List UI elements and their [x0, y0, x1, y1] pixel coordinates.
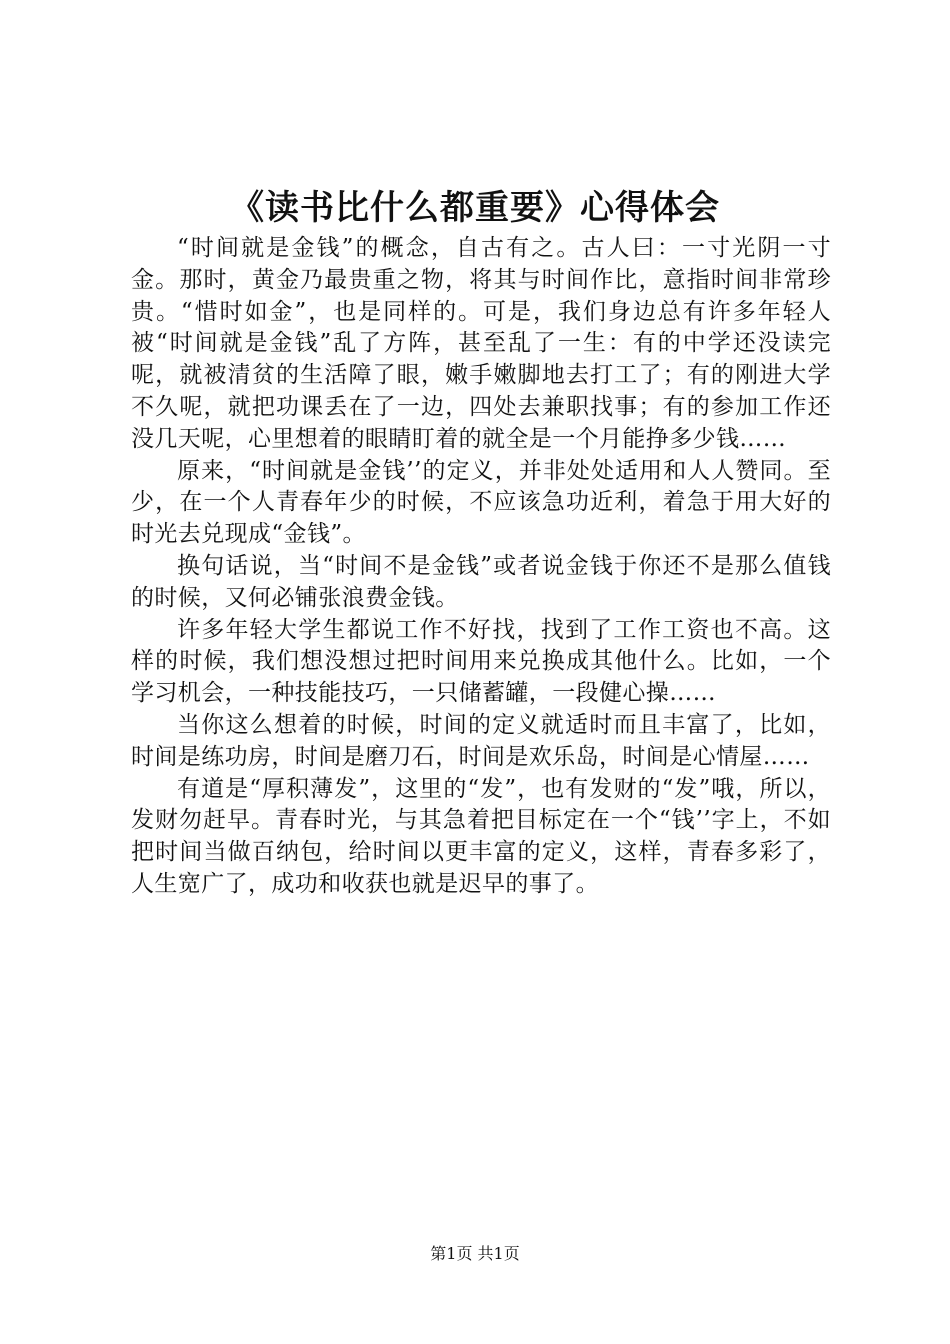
paragraph-1: “时间就是金钱”的概念，自古有之。古人曰：一寸光阴一寸金。那时，黄金乃最贵重之物，将其与时间作比，意指时间非常珍贵。“惜时如金”，也是同样的。可是，我们身边总有许多年轻人被“时间就是金钱”乱了方阵，甚至乱了一生：有的中学还没读完呢，就被清贫的生活障了眼，嫩手嫩脚地去打工了；有的刚进大学不久呢，就把功课丢在了一边，四处去兼职找事；有的参加工作还没几天呢，心里想着的眼睛盯着的就全是一个月能挣多少钱……: [131, 235, 831, 452]
paragraph-3: 换句话说，当“时间不是金钱”或者说金钱于你还不是那么值钱的时候，又何必铺张浪费金钱。: [131, 552, 831, 611]
paragraph-5: 当你这么想着的时候，时间的定义就适时而且丰富了，比如，时间是练功房，时间是磨刀石，时间是欢乐岛，时间是心情屋……: [131, 711, 831, 770]
document-body: [131, 233, 831, 901]
paragraph-2: 原来，“时间就是金钱’’的定义，并非处处适用和人人赞同。至少，在一个人青春年少的时候，不应该急功近利，着急于用大好的时光去兑现成“金钱”。: [131, 457, 831, 548]
page-footer: 第1页 共1页: [430, 1244, 520, 1263]
paragraph-4: 许多年轻大学生都说工作不好找，找到了工作工资也不高。这样的时候，我们想没想过把时间用来兑换成其他什么。比如，一个学习机会，一种技能技巧，一只储蓄罐，一段健心操……: [131, 616, 831, 707]
document-title: 《读书比什么都重要》心得体会: [230, 188, 720, 228]
paragraph-6: 有道是“厚积薄发”，这里的“发”，也有发财的“发”哦，所以，发财勿赶早。青春时光，与其急着把目标定在一个“钱’’字上，不如把时间当做百纳包，给时间以更丰富的定义，这样，青春多彩了，人生宽广了，成功和收获也就是迟早的事了。: [131, 775, 831, 897]
